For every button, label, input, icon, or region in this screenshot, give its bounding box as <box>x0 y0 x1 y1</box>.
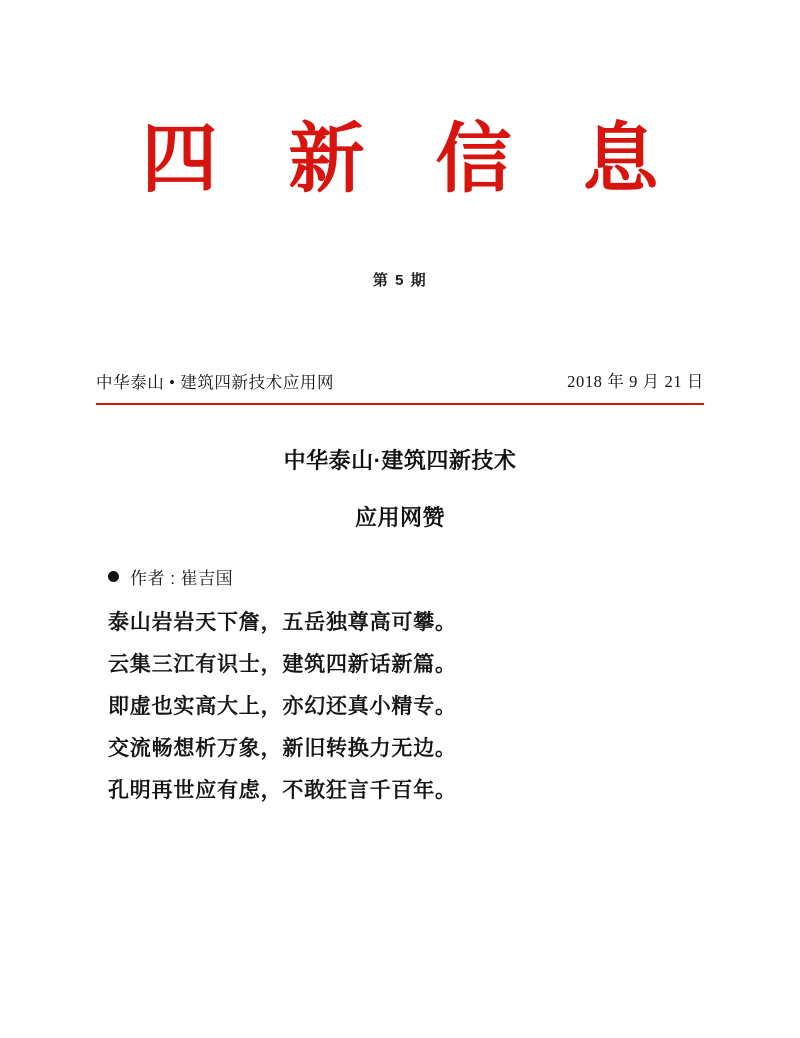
poem-line: 泰山岩岩天下詹，五岳独尊高可攀。 <box>108 609 457 634</box>
publication-title: 四 新 信 息 <box>141 118 685 202</box>
article-title-line-2: 应用网赞 <box>354 505 445 531</box>
poem-line: 云集三江有识士，建筑四新话新篇。 <box>108 651 457 676</box>
author-label: 作者 : 崔吉国 <box>130 569 234 589</box>
poem-line: 交流畅想析万象，新旧转换力无边。 <box>108 735 457 760</box>
issue-number: 第 5 期 <box>372 272 428 290</box>
banner-row <box>96 368 704 393</box>
poem-body <box>96 601 704 811</box>
masthead <box>0 0 800 203</box>
header-divider <box>96 403 704 405</box>
article-title-line-1: 中华泰山·建筑四新技术 <box>283 448 517 474</box>
publication-date: 2018 年 9 月 21 日 <box>567 372 704 392</box>
author-row <box>96 564 704 589</box>
publication-source: 中华泰山 • 建筑四新技术应用网 <box>96 373 335 393</box>
bullet-icon <box>108 571 119 582</box>
article <box>96 449 704 811</box>
poem-line: 孔明再世应有虑，不敢狂言千百年。 <box>108 777 457 802</box>
poem-line: 即虚也实高大上，亦幻还真小精专。 <box>108 693 457 718</box>
